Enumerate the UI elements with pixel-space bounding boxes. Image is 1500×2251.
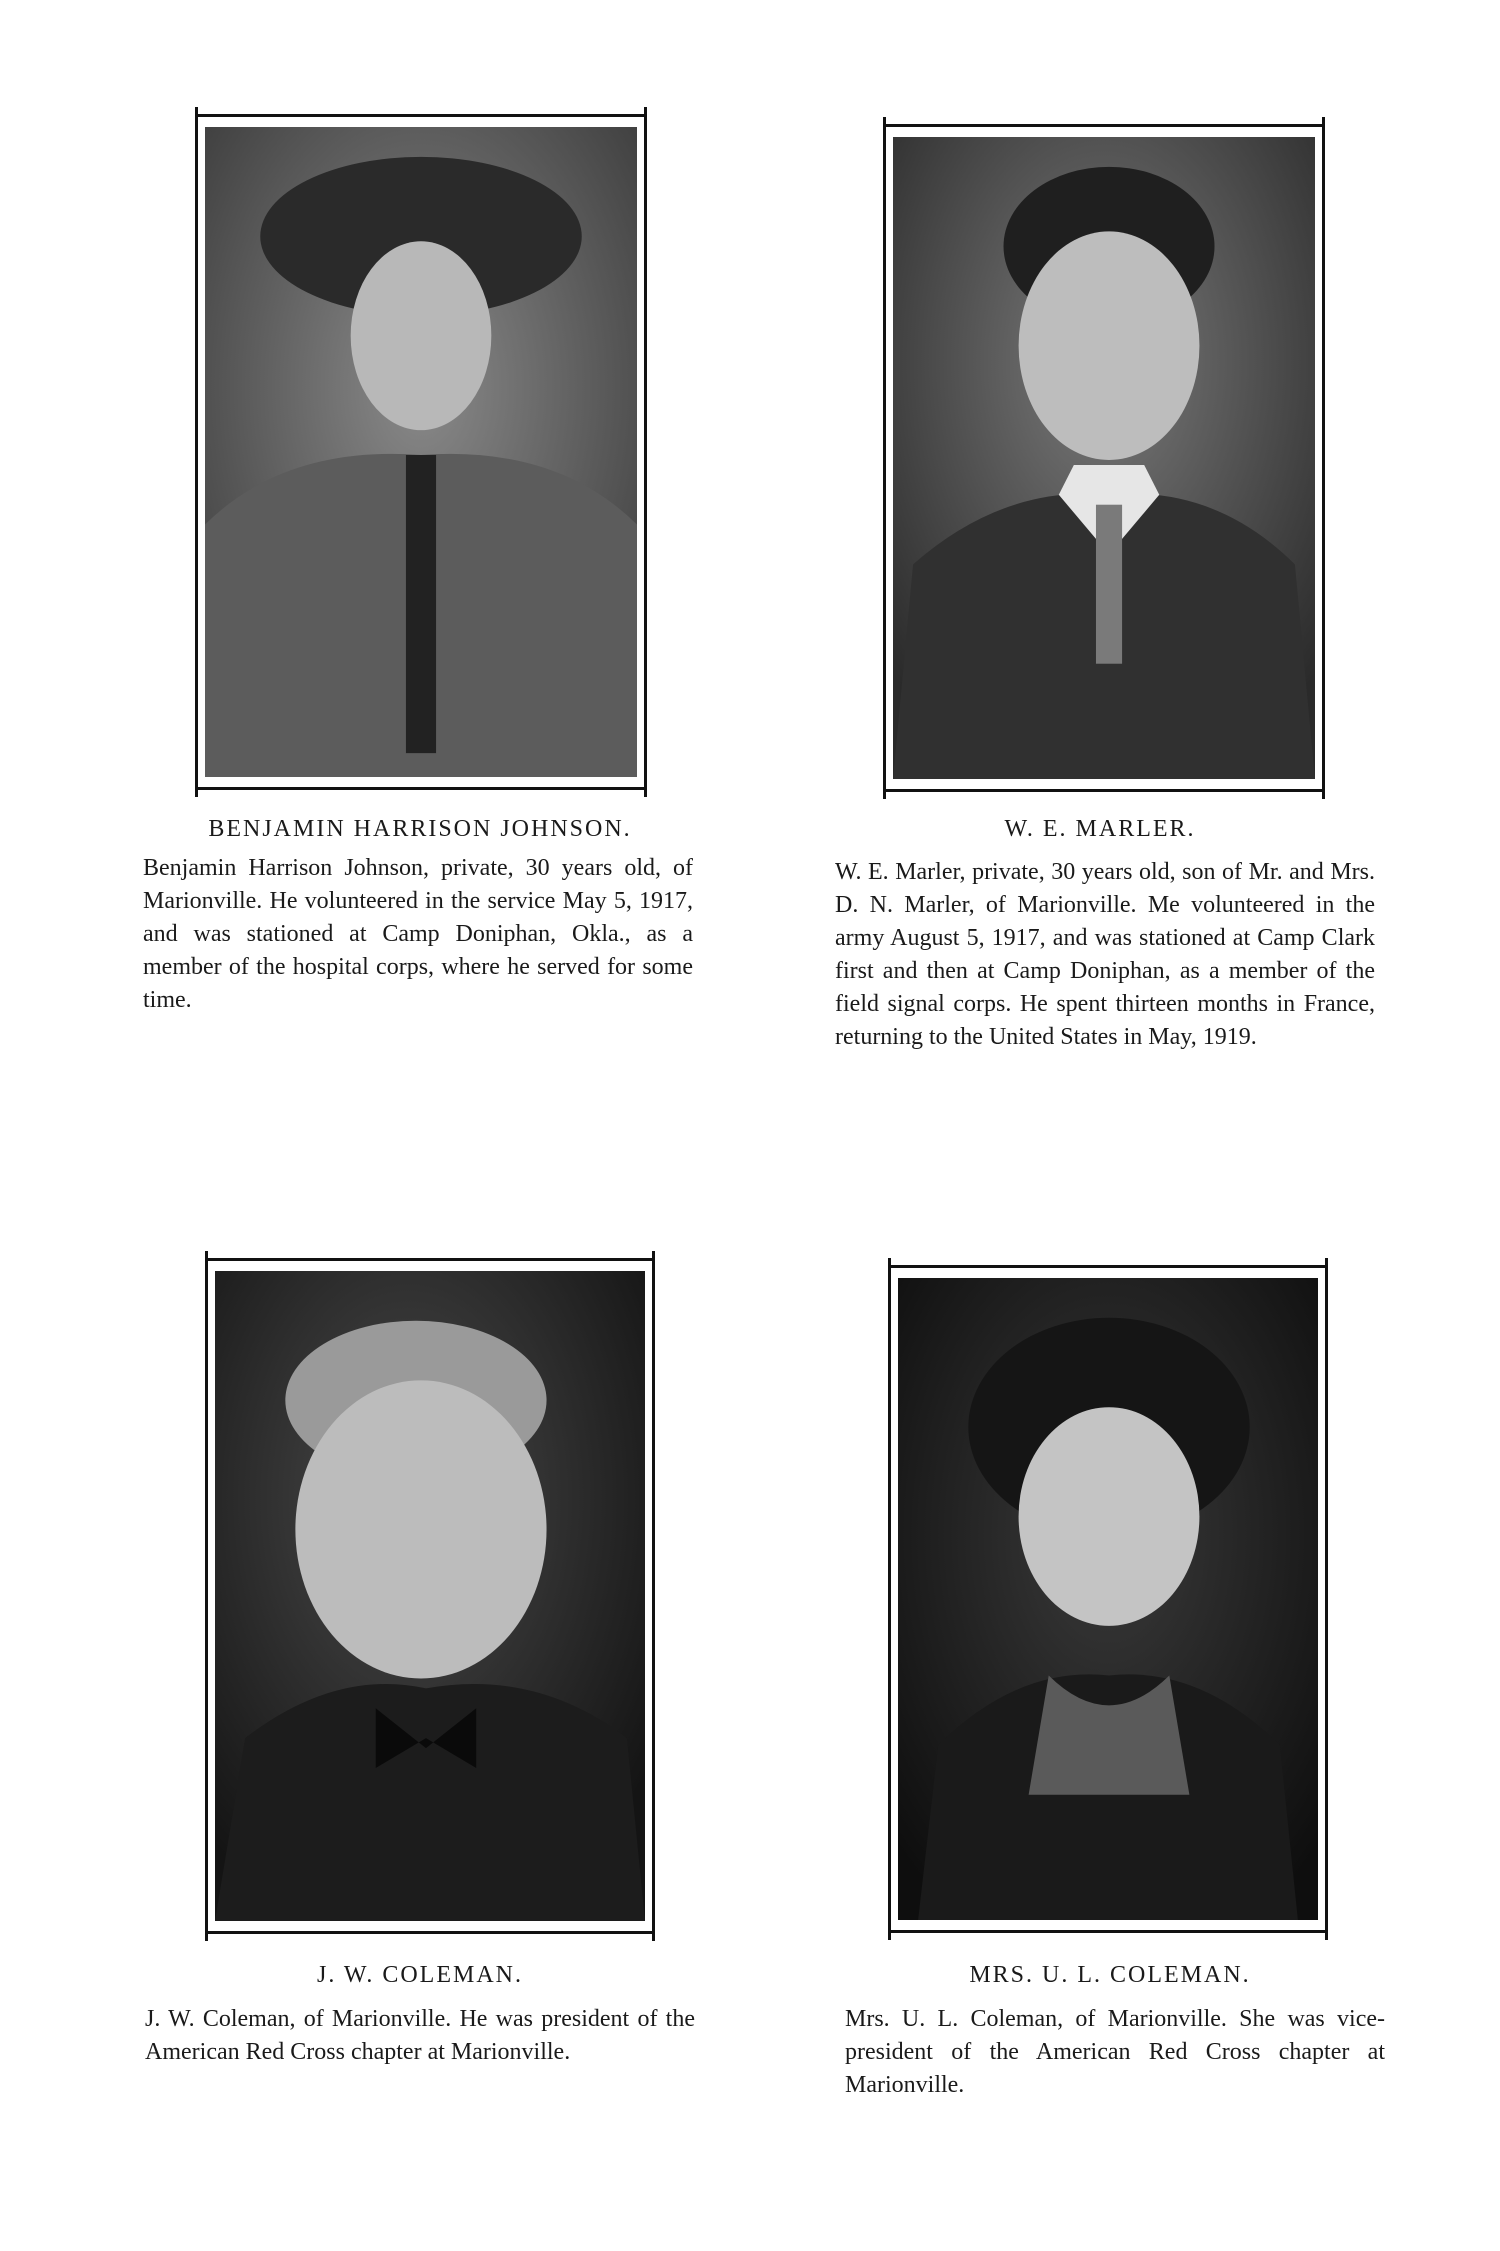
entry-bio-mrs-u-l-coleman: Mrs. U. L. Coleman, of Marionville. She was vice-president of the American Red Cross chapter at Marionville. (845, 2006, 1385, 2098)
portrait-photo-mrs-u-l-coleman (898, 1278, 1318, 1920)
portrait-frame-mrs-u-l-coleman (888, 1265, 1328, 1933)
entry-title-johnson: BENJAMIN HARRISON JOHNSON. (208, 816, 632, 842)
entry-title-mrs-u-l-coleman: MRS. U. L. COLEMAN. (969, 1962, 1251, 1988)
portrait-frame-j-w-coleman (205, 1258, 655, 1934)
portrait-photo-johnson (205, 127, 637, 777)
entry-bio-marler: W. E. Marler, private, 30 years old, son of Mr. and Mrs. D. N. Marler, of Marionville. Me volunteered in the army August 5, 1917, and was stationed at Camp Clark first and then at Camp Doniphan, as a member of the field signal corps. He spent thirteen months in France, returning to the United States in May, 1919. (835, 859, 1375, 1050)
entry-title-j-w-coleman: J. W. COLEMAN. (316, 1962, 524, 1988)
entry-title-marler: W. E. MARLER. (1004, 816, 1196, 842)
entry-bio-j-w-coleman: J. W. Coleman, of Marionville. He was president of the American Red Cross chapter at Marionville. (145, 2006, 695, 2065)
portrait-frame-marler (883, 124, 1325, 792)
portrait-photo-j-w-coleman (215, 1271, 645, 1921)
entry-bio-johnson: Benjamin Harrison Johnson, private, 30 years old, of Marionville. He volunteered in the service May 5, 1917, and was stationed at Camp Doniphan, Okla., as a member of the hospital corps, where he served for some time. (143, 855, 693, 1013)
portrait-photo-marler (893, 137, 1315, 779)
portrait-frame-johnson (195, 114, 647, 790)
